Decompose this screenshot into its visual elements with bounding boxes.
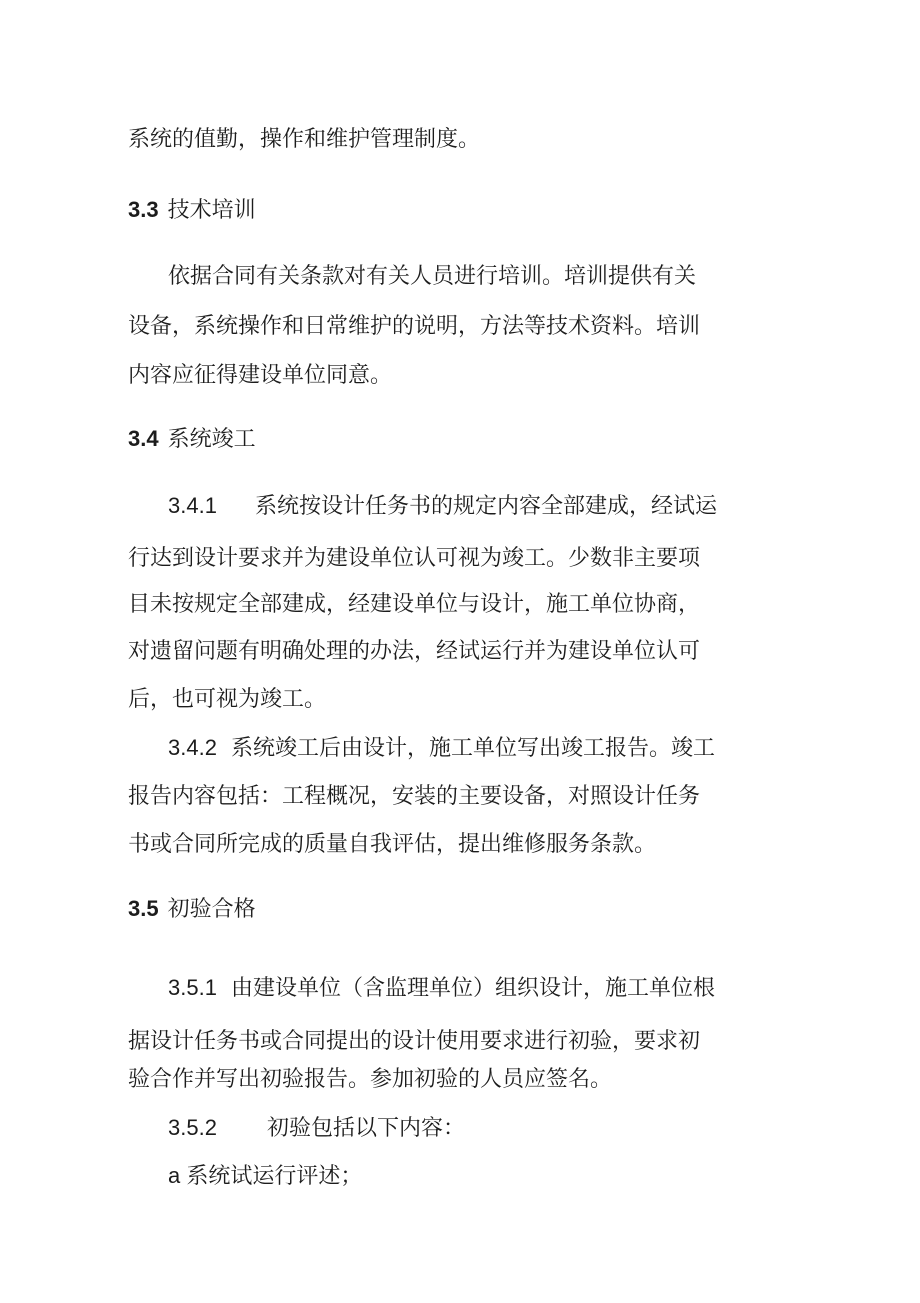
clause-number: 3.5.2 <box>168 1115 217 1140</box>
heading-number: 3.4 <box>128 426 159 451</box>
heading-3-3 <box>128 197 256 223</box>
heading-3-4 <box>128 426 256 452</box>
paragraph-line: 报告内容包括：工程概况，安装的主要设备，对照设计任务 <box>128 783 701 808</box>
paragraph-line: 设备，系统操作和日常维护的说明，方法等技术资料。培训 <box>128 313 701 338</box>
paragraph-line: 目未按规定全部建成，经建设单位与设计，施工单位协商， <box>128 591 701 616</box>
paragraph-line: 系统的值勤，操作和维护管理制度。 <box>128 126 481 151</box>
heading-number: 3.5 <box>128 896 159 921</box>
clause-line-3-4-1 <box>168 493 717 519</box>
heading-title: 技术培训 <box>167 197 256 222</box>
clause-text: 系统竣工后由设计，施工单位写出竣工报告。竣工 <box>230 735 715 760</box>
clause-text: 初验包括以下内容： <box>266 1115 465 1140</box>
clause-line-3-4-2 <box>168 735 715 761</box>
list-item-a: a 系统试运行评述； <box>168 1163 363 1188</box>
heading-number: 3.3 <box>128 197 159 222</box>
paragraph-line: 后，也可视为竣工。 <box>128 686 327 711</box>
clause-line-3-5-2 <box>168 1115 465 1141</box>
paragraph-line: 内容应征得建设单位同意。 <box>128 362 393 387</box>
heading-title: 初验合格 <box>167 896 256 921</box>
paragraph-line: 依据合同有关条款对有关人员进行培训。培训提供有关 <box>168 263 697 288</box>
heading-3-5 <box>128 896 256 922</box>
heading-title: 系统竣工 <box>167 426 256 451</box>
paragraph-line: 据设计任务书或合同提出的设计使用要求进行初验，要求初 <box>128 1028 701 1053</box>
paragraph-line: 验合作并写出初验报告。参加初验的人员应签名。 <box>128 1066 613 1091</box>
paragraph-line: 对遗留问题有明确处理的办法，经试运行并为建设单位认可 <box>128 638 701 663</box>
paragraph-line: 行达到设计要求并为建设单位认可视为竣工。少数非主要项 <box>128 545 701 570</box>
clause-text: 由建设单位（含监理单位）组织设计，施工单位根 <box>230 975 715 1000</box>
clause-text: 系统按设计任务书的规定内容全部建成，经试运 <box>254 493 717 518</box>
clause-number: 3.4.2 <box>168 735 217 760</box>
clause-line-3-5-1 <box>168 975 715 1001</box>
clause-number: 3.4.1 <box>168 493 217 518</box>
clause-number: 3.5.1 <box>168 975 217 1000</box>
paragraph-line: 书或合同所完成的质量自我评估，提出维修服务条款。 <box>128 831 657 856</box>
